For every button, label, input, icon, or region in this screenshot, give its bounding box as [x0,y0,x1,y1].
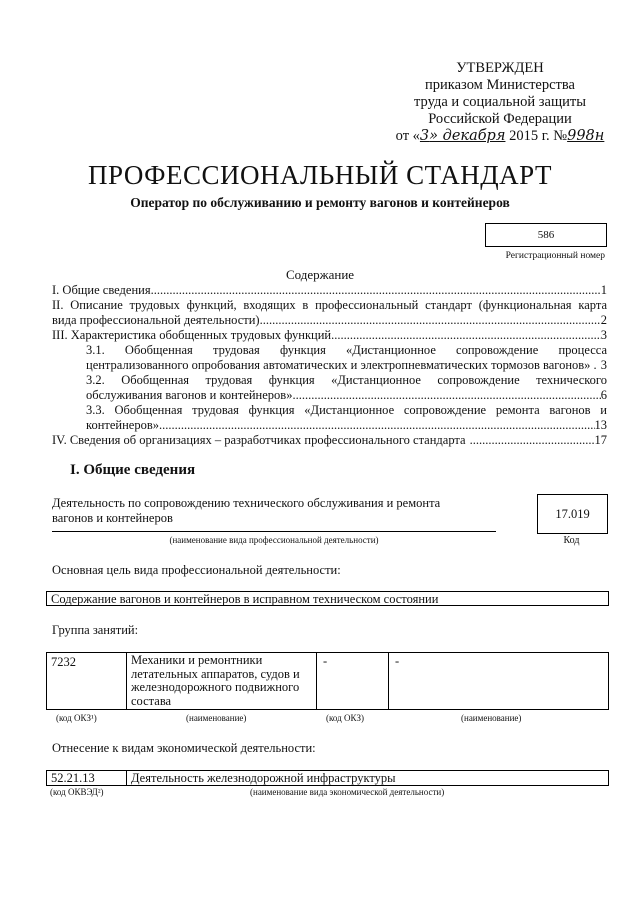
toc-heading: Содержание [285,267,355,282]
activity-caption: (наименование вида профессиональной деятельности) [169,535,379,545]
approval-block [380,60,620,145]
caption-okz-name-2: (наименование) [461,713,522,723]
toc-item[interactable]: III. Характеристика обобщенных трудовых функций ..... 3 [52,328,607,343]
registration-number-box: 586 [485,223,607,247]
code-label: Код [563,535,580,546]
toc-item[interactable]: 3.1. Обобщенная трудовая функция «Дистанционное сопровождение процесса централизованного опробования автоматических и электропневматических тормозов вагонов» . 3 [86,343,607,372]
approval-date: от «3» декабря 2015 г. №998н [395,128,605,144]
approval-line: Российской Федерации [428,111,572,127]
page-title: ПРОФЕССИОНАЛЬНЫЙ СТАНДАРТ [87,160,553,190]
goal-box: Содержание вагонов и контейнеров в исправном техническом состоянии [46,591,609,606]
econ-label: Отнесение к видам экономической деятельности: [52,741,316,755]
group-label: Группа занятий: [52,623,139,637]
occupation-group-table [46,652,609,710]
approval-title: УТВЕРЖДЕН [456,60,544,76]
okved-code-cell: 52.21.13 [47,771,127,785]
approval-day: 3 [419,128,430,144]
table-of-contents [52,283,607,448]
goal-label: Основная цель вида профессиональной деятельности: [52,563,341,577]
toc-item[interactable]: I. Общие сведения ..... 1 [52,283,607,298]
activity-code-box: 17.019 [537,494,608,534]
caption-okz-code-2: (код ОКЗ) [326,713,364,723]
okz-name-cell-2: - [395,654,400,668]
toc-item[interactable]: 3.2. Обобщенная трудовая функция «Дистанционное сопровождение технического обслуживания вагонов и контейнеров» ..... 6 [52,373,607,403]
okz-code-cell-2: - [317,653,389,709]
okz-code-cell: 7232 [47,653,127,709]
approval-number: 998н [567,128,605,144]
section-heading: I. Общие сведения [70,462,196,478]
caption-okved-code: (код ОКВЭД²) [50,787,104,797]
approval-month: » декабря [429,128,506,144]
activity-name: Деятельность по сопровождению технического обслуживания и ремонта вагонов и контейнеров [52,496,441,525]
toc-item[interactable]: 3.3. Обобщенная трудовая функция «Дистанционное сопровождение ремонта вагонов и контейнеров» ..... 13 [52,403,607,433]
registration-label: Регистрационный номер [505,251,605,261]
econ-activity-table [46,770,609,786]
caption-okz-name: (наименование) [186,713,247,723]
okz-name-cell: Механики и ремонтники летательных аппаратов, судов и железнодорожного подвижного состава [127,653,317,709]
caption-okz-code: (код ОКЗ¹) [56,713,97,723]
toc-item[interactable]: II. Описание трудовых функций, входящих в профессиональный стандарт (функциональная карта вида профессиональной деятельности) ..... 2 [52,298,607,328]
page-subtitle: Оператор по обслуживанию и ремонту вагонов и контейнеров [130,195,510,210]
approval-line: труда и социальной защиты [414,94,586,110]
okved-name-cell: Деятельность железнодорожной инфраструктуры [131,771,396,785]
toc-item[interactable]: IV. Сведения об организациях – разработчиках профессионального стандарта ..... 17 [52,433,607,448]
activity-underline [52,531,496,532]
caption-okved-name: (наименование вида экономической деятельности) [250,787,445,797]
approval-line: приказом Министерства [425,77,575,93]
